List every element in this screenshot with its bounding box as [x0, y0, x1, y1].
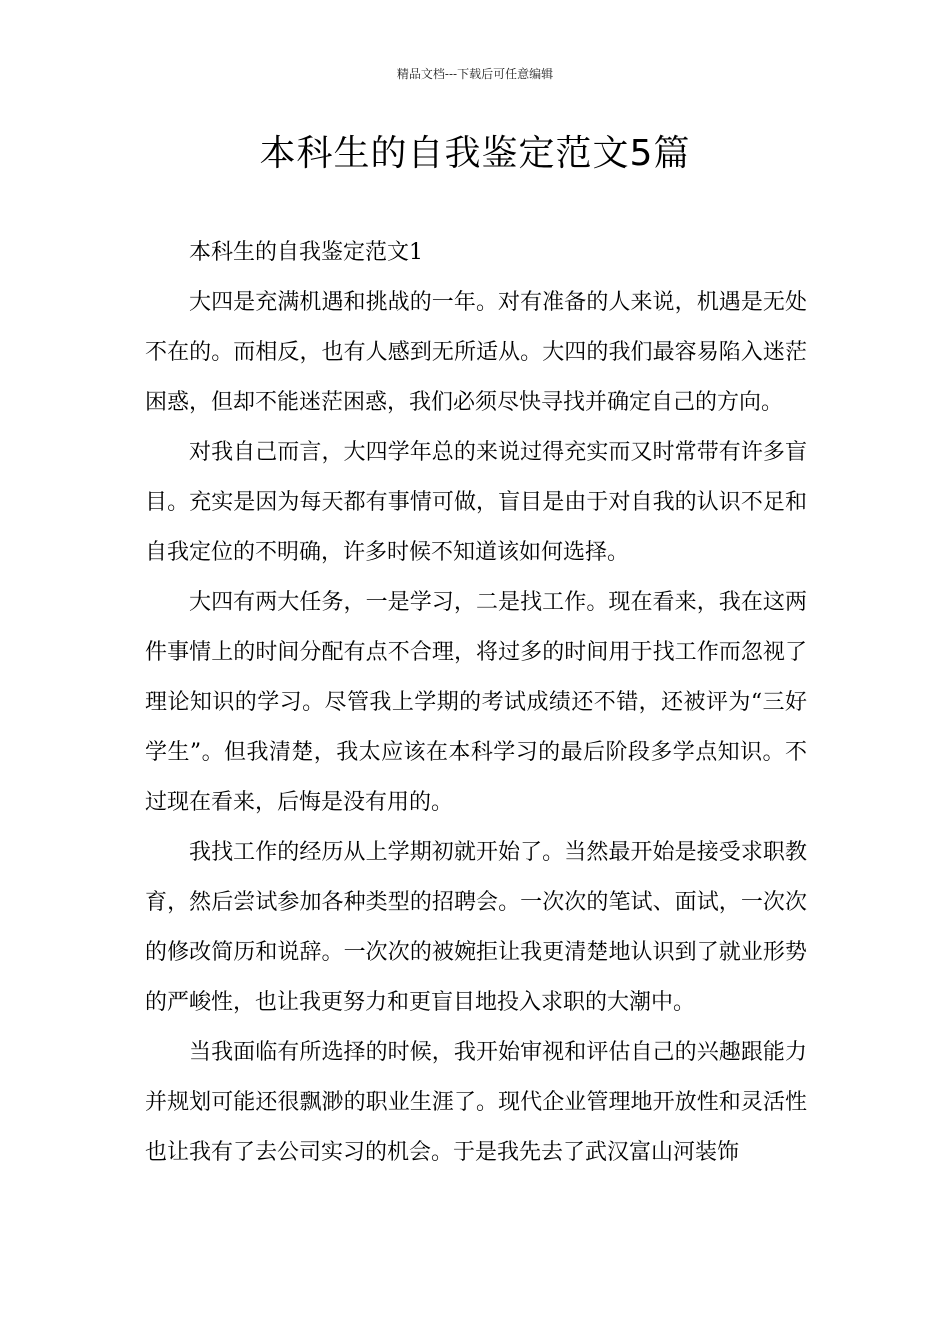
paragraph-2: 对我自己而言，大四学年总的来说过得充实而又时常带有许多盲目。充实是因为每天都有事情可做，盲目是由于对自我的认识不足和自我定位的不明确，许多时候不知道该如何选择。: [145, 440, 807, 565]
section-heading: 本科生的自我鉴定范文1: [189, 240, 423, 265]
document-body: [145, 228, 807, 1178]
header-note: 精品文档---下载后可任意编辑: [396, 67, 554, 81]
paragraph-1: 大四是充满机遇和挑战的一年。对有准备的人来说，机遇是无处不在的。而相反，也有人感到无所适从。大四的我们最容易陷入迷茫困惑，但却不能迷茫困惑，我们必须尽快寻找并确定自己的方向。: [145, 290, 807, 415]
document-title: 本科生的自我鉴定范文5篇: [259, 133, 691, 174]
paragraph-4: 我找工作的经历从上学期初就开始了。当然最开始是接受求职教育，然后尝试参加各种类型的招聘会。一次次的笔试、面试，一次次的修改简历和说辞。一次次的被婉拒让我更清楚地认识到了就业形势的严峻性，也让我更努力和更盲目地投入求职的大潮中。: [145, 840, 807, 1015]
paragraph-3: 大四有两大任务，一是学习，二是找工作。现在看来，我在这两件事情上的时间分配有点不合理，将过多的时间用于找工作而忽视了理论知识的学习。尽管我上学期的考试成绩还不错，还被评为“三好学生”。但我清楚，我太应该在本科学习的最后阶段多学点知识。不过现在看来，后悔是没有用的。: [145, 590, 807, 815]
paragraph-5: 当我面临有所选择的时候，我开始审视和评估自己的兴趣跟能力并规划可能还很飘渺的职业生涯了。现代企业管理地开放性和灵活性也让我有了去公司实习的机会。于是我先去了武汉富山河装饰: [145, 1040, 807, 1165]
